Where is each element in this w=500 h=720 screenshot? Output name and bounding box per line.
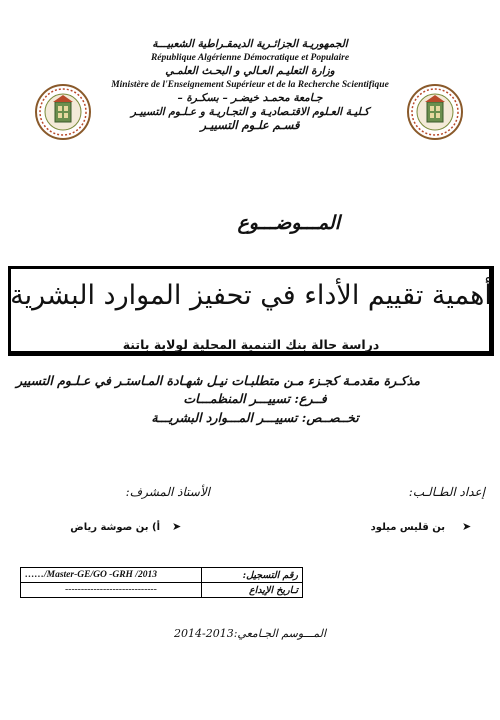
faculty-arabic: كـليـة العـلوم الاقتـصاديـة و التجـاريـة و عـلـوم التسييـر [130, 105, 370, 118]
ministry-arabic: وزارة التعليـم العـالي و البحـث العلمـي [165, 65, 335, 77]
republic-arabic: الجمهوريـة الجزائـرية الديمقـراطية الشعبيـــة [152, 38, 348, 50]
university-crest-icon [405, 82, 465, 142]
thesis-title: أهمية تقييم الأداء في تحفيز الموارد البشرية [10, 280, 492, 311]
republic-french: République Algérienne Démocratique et Populaire [150, 52, 350, 63]
memo-specialty: تخــصــص: تسييـــر المـــوارد البشريـــة [151, 410, 359, 425]
table-row [21, 583, 303, 598]
registration-number-label: رقم التسجيل: [202, 568, 303, 583]
arrow-bullet-icon: ➤ [172, 520, 182, 533]
memo-branch: فــرع: تسييـــر المنظمـــات [183, 391, 327, 406]
registration-table [20, 567, 303, 598]
institution-header [110, 38, 390, 133]
thesis-subtitle: دراسة حالة بنك التنمية المحلية لولاية باتنة [122, 337, 380, 352]
deposit-date-value: ----------------------------- [21, 583, 202, 598]
supervisor-name: أ) بن صوشة رياض [70, 522, 160, 533]
university-arabic: جـامعة محمـد خيضـر – بسكـرة – [177, 92, 323, 104]
table-row [21, 568, 303, 583]
deposit-date-label: تـاريخ الإيداع [202, 583, 303, 598]
student-name: بن قليس ميلود [370, 522, 445, 533]
registration-number-value: ……/Master-GE/GO -GRH /2013 [21, 568, 202, 583]
department-arabic: قسـم علـوم التسييـر [200, 118, 300, 132]
ministry-french: Ministère de l'Enseignement Supérieur et de la Recherche Scientifique [111, 79, 389, 90]
subject-label: المـــوضـــوع [237, 212, 340, 234]
supervisor-label: الأستاذ المشرف: [125, 485, 210, 499]
academic-season: المـــوسم الجـامعي:2013-2014 [173, 627, 327, 640]
university-crest-icon [33, 82, 93, 142]
student-label: إعداد الطـالـب: [408, 485, 485, 499]
memo-purpose: مذكـرة مقدمـة كجـزء مـن متطلبـات نيـل شهـادة المـاستـر في عـلـوم التسيير [16, 373, 420, 388]
arrow-bullet-icon: ➤ [462, 520, 472, 533]
